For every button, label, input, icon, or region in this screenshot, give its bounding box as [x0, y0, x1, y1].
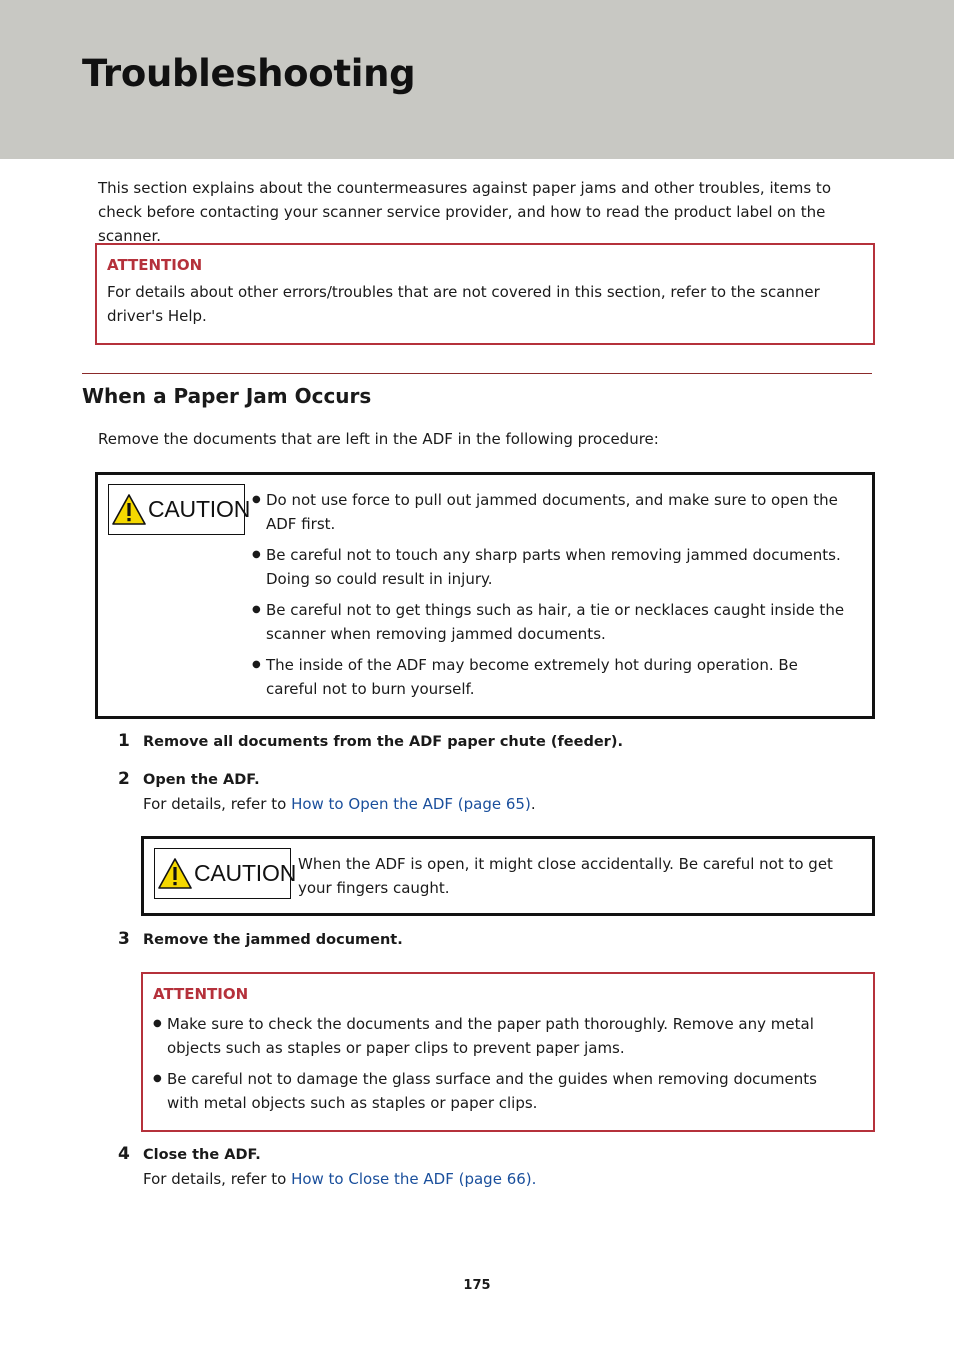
- procedure-intro: Remove the documents that are left in the ADF in the following procedure:: [98, 430, 659, 448]
- section-heading: When a Paper Jam Occurs: [82, 384, 372, 408]
- attention-list: [153, 1012, 853, 1115]
- caution-label: CAUTION: [148, 496, 251, 522]
- list-item: ● Be careful not to damage the glass surface and the guides when removing documents with metal objects such as staples or paper clips.: [153, 1067, 853, 1115]
- caution-badge: [154, 848, 297, 899]
- caution-box-main: [95, 472, 875, 719]
- warning-triangle-icon: [112, 494, 146, 525]
- step-detail: [143, 793, 536, 815]
- step-label: Close the ADF.: [143, 1147, 261, 1163]
- detail-prefix: For details, refer to: [143, 1170, 292, 1188]
- attention-box-step3: [141, 972, 875, 1132]
- attention-title: ATTENTION: [153, 985, 249, 1003]
- list-item: ● The inside of the ADF may become extremely hot during operation. Be careful not to burn yourself.: [252, 653, 852, 701]
- step-detail: [143, 1168, 536, 1190]
- list-item: ● Do not use force to pull out jammed documents, and make sure to open the ADF first.: [252, 488, 852, 536]
- page-number: 175: [463, 1278, 491, 1293]
- caution-label: CAUTION: [194, 860, 297, 886]
- step-number: 3: [118, 929, 130, 949]
- step-label: Open the ADF.: [143, 772, 260, 788]
- step-number: 4: [118, 1144, 130, 1164]
- page-title: Troubleshooting: [82, 52, 416, 95]
- attention-box-top: [95, 243, 875, 345]
- caution-badge: [108, 484, 251, 535]
- link-open-adf[interactable]: How to Open the ADF (page 65): [291, 795, 531, 813]
- link-close-adf[interactable]: How to Close the ADF (page 66).: [291, 1170, 537, 1188]
- list-item: ● Make sure to check the documents and the paper path thoroughly. Remove any metal objects such as staples or paper clips to prevent paper jams.: [153, 1012, 853, 1060]
- section-divider: [82, 373, 872, 374]
- step-label: Remove the jammed document.: [143, 932, 403, 948]
- intro-paragraph: This section explains about the countermeasures against paper jams and other troubles, items to check before contacting your scanner service provider, and how to read the product label on the scanner.: [98, 179, 831, 245]
- attention-text: For details about other errors/troubles that are not covered in this section, refer to the scanner driver's Help.: [107, 283, 820, 325]
- caution-text: When the ADF is open, it might close accidentally. Be careful not to get your fingers caught.: [298, 855, 833, 897]
- detail-prefix: For details, refer to: [143, 795, 292, 813]
- caution-list: [252, 488, 852, 708]
- caution-box-step2: [141, 836, 875, 916]
- step-number: 2: [118, 769, 130, 789]
- list-item: ● Be careful not to touch any sharp parts when removing jammed documents. Doing so could result in injury.: [252, 543, 852, 591]
- warning-triangle-icon: [158, 858, 192, 889]
- detail-suffix: .: [530, 795, 536, 813]
- step-label: Remove all documents from the ADF paper chute (feeder).: [143, 734, 623, 750]
- attention-title: ATTENTION: [107, 256, 203, 274]
- list-item: ● Be careful not to get things such as hair, a tie or necklaces caught inside the scanner when removing jammed documents.: [252, 598, 852, 646]
- step-number: 1: [118, 731, 130, 751]
